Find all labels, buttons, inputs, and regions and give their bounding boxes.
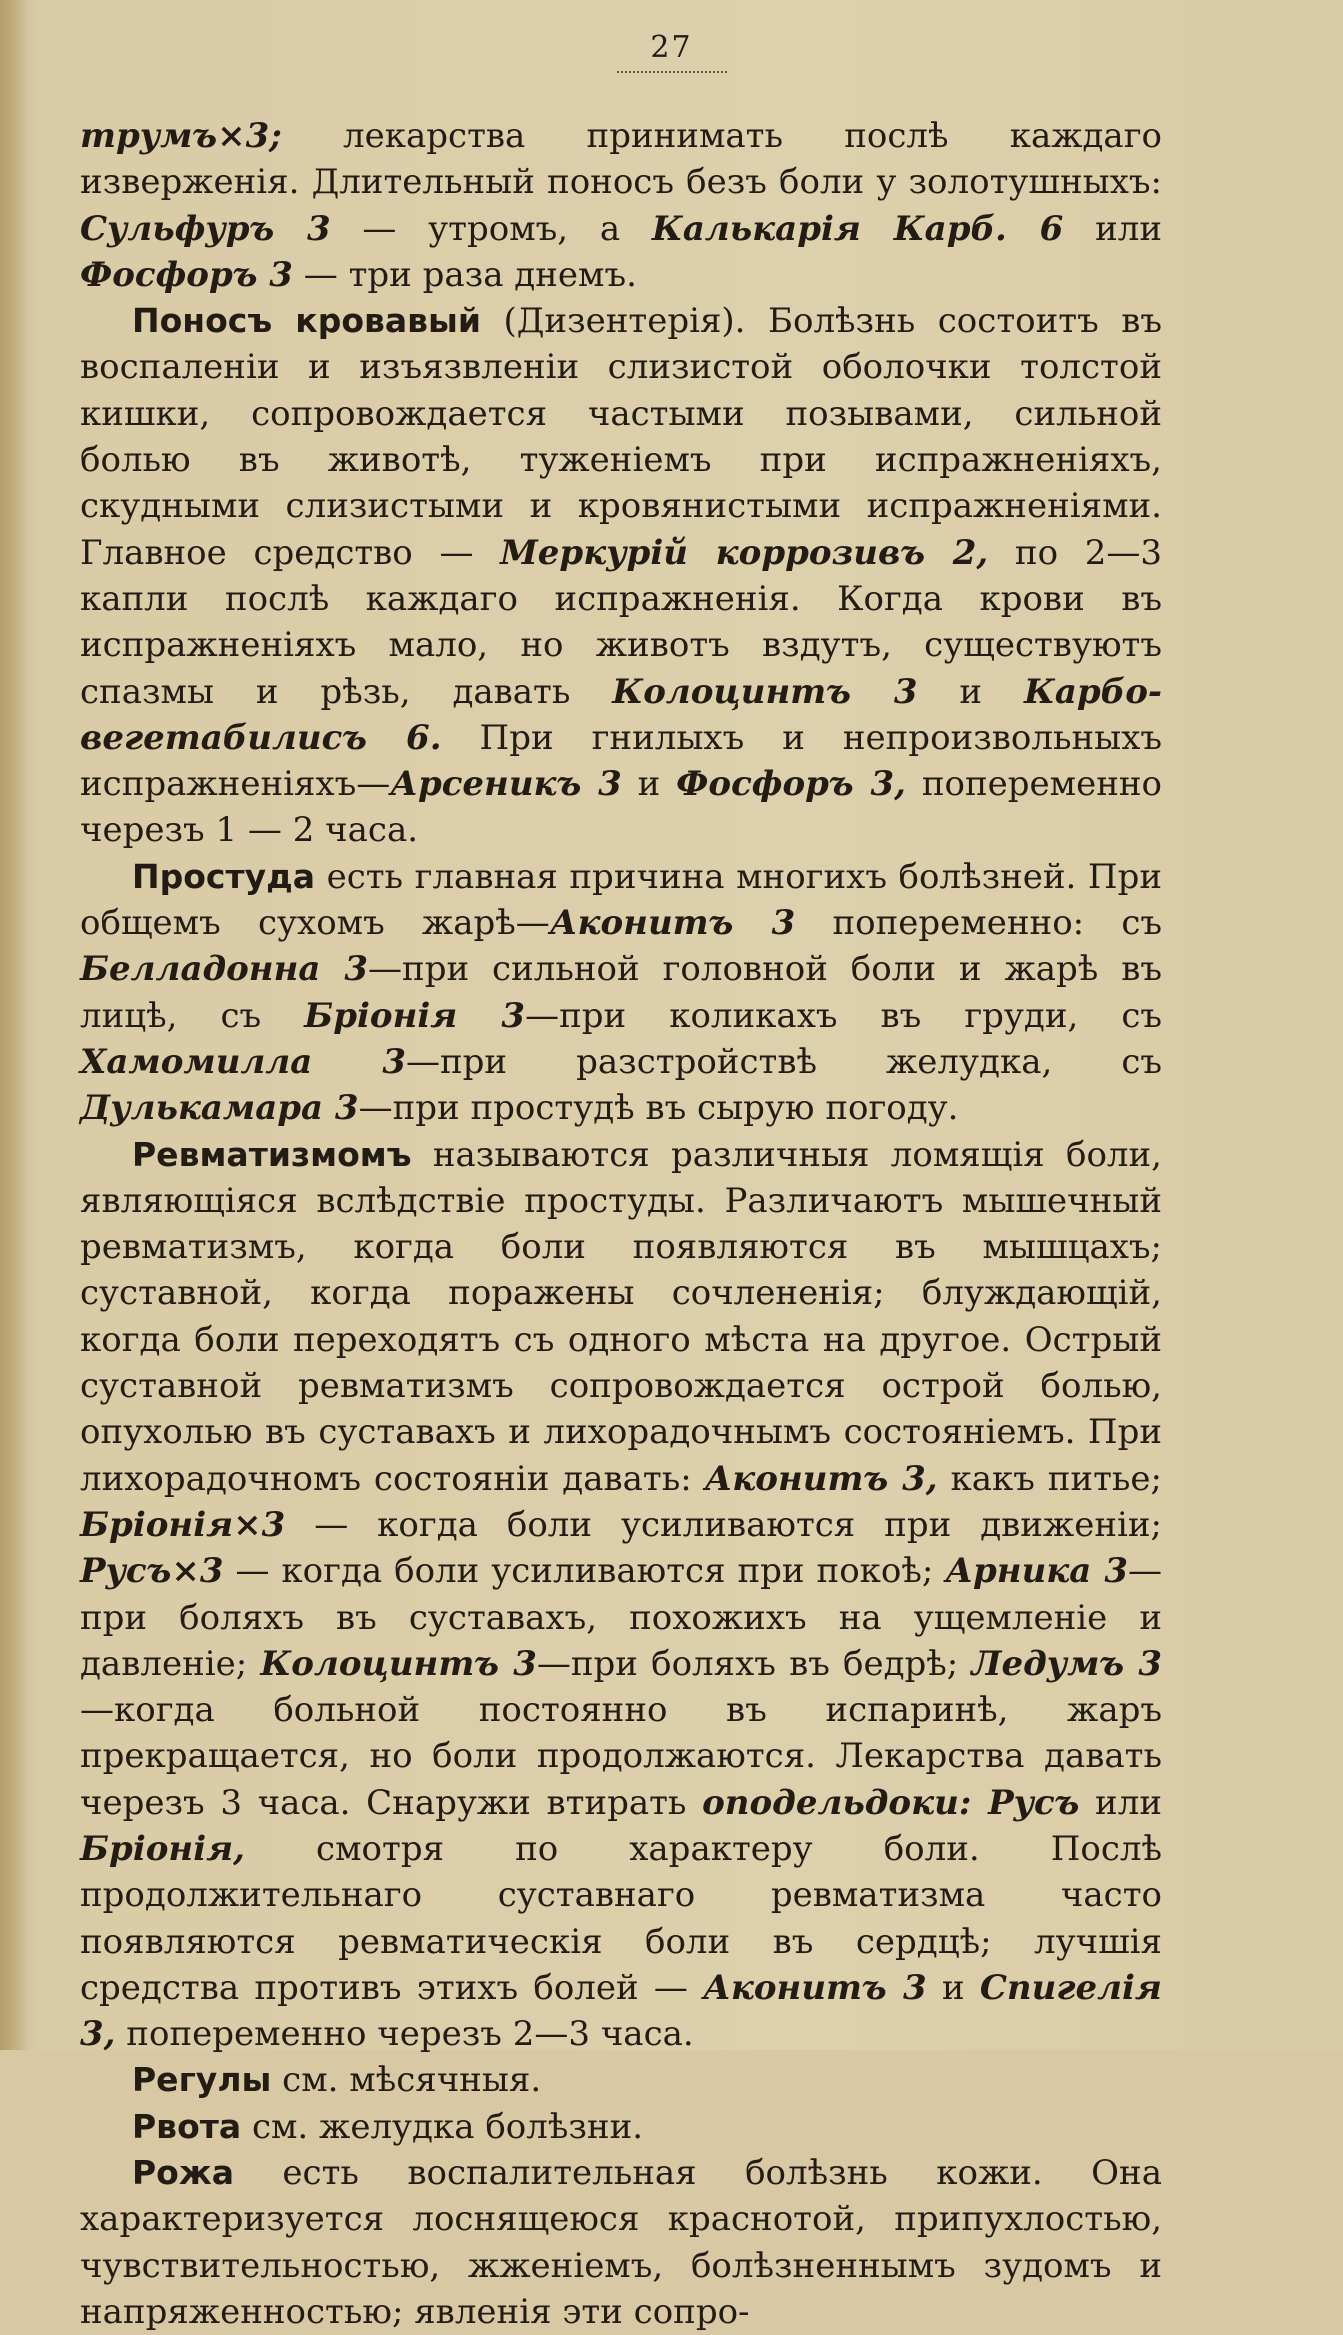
paragraph-text: см. мѣсячныя. [271,2060,542,2101]
paragraph-ponos-krovavyi [80,298,1162,854]
paragraph-rozha [80,2150,1162,2335]
remedy-name: Арника 3 [945,1551,1128,1592]
page-edge-shadow [0,0,28,2050]
paragraph-text: — утромъ, а [330,208,652,249]
paragraph-text: по 2—3 капли послѣ каждаго испражненія. Когда крови въ испражненіяхъ мало, но животъ вздутъ, существуютъ спазмы и рѣзь, давать [80,532,1163,712]
paragraph-text: попеременно черезъ 2—3 часа. [115,2014,694,2055]
remedy-name: Арсеникъ 3 [390,764,622,805]
paragraph-text: лекарства принимать послѣ каждаго изверженія. Длительный поносъ безъ боли у золотушныхъ: [80,116,1162,203]
remedy-name: оподельдоки: Русъ [702,1782,1080,1823]
paragraph-rvota [80,2104,1162,2150]
body-text [80,113,1162,2335]
paragraph-text: и [621,764,677,805]
paragraph-text: При гнилыхъ и непроизвольныхъ испражненіяхъ— [80,717,1162,805]
remedy-name: трумъ×3; [80,116,282,156]
remedy-name: Русъ×3 [80,1551,224,1592]
remedy-name: Колоцинтъ 3 [260,1643,537,1684]
paragraph-reguly [80,2057,1162,2103]
paragraph-text: смотря по характеру боли. Послѣ продолжительнаго суставнаго ревматизма часто появляются ревматическія боли въ сердцѣ; лучшія средства противъ этихъ болей — [80,1828,1162,2008]
remedy-name: Калькарія Карб. 6 [651,208,1064,249]
paragraph-text: —при боляхъ въ суставахъ, похожихъ на ущемленіе и давленіе; [80,1551,1162,1684]
paragraph-text: и [926,1967,980,2008]
paragraph-text: — когда боли усиливаются при движеніи; [285,1504,1162,1545]
paragraph-text: какъ питье; [937,1458,1162,1499]
paragraph-text: —при боляхъ въ бедрѣ; [536,1643,972,1684]
remedy-name: Аконитъ 3 [549,903,796,944]
paragraph-text: —когда больной постоянно въ испаринѣ, жаръ прекращается, но боли продолжаются. Лекарства давать черезъ 3 часа. Снаружи втирать [80,1690,1162,1823]
paragraph-revmatizmom [80,1132,1162,2058]
remedy-name: Аконитъ 3, [704,1458,938,1499]
paragraph-text: есть воспалительная болѣзнь кожи. Она характеризуется лоснящеюся краснотой, припухлостью, чувствительностью, жженіемъ, болѣзненнымъ зудомъ и напряженностью; явленія эти сопро- [80,2153,1162,2332]
paragraph-text: —при простудѣ въ сырую погоду. [358,1088,959,1129]
page-number: 27 [650,30,693,65]
remedy-name: Фосфоръ 3 [80,254,293,295]
paragraph-text: см. желудка болѣзни. [241,2106,644,2147]
paragraph-prostuda [80,854,1162,1132]
remedy-name: Бріонія 3 [304,995,526,1036]
remedy-name: Меркурій коррозивъ 2, [500,532,989,573]
paragraph-text: —при разстройствѣ желудка, съ [406,1041,1162,1082]
entry-term: Ревматизмомъ [132,1134,412,1174]
paragraph-text: или [1063,208,1162,249]
paragraph-text: —при коликахъ въ груди, съ [525,995,1163,1036]
remedy-name: Хамомилла 3 [80,1041,406,1082]
paragraph-text: попеременно: съ [795,903,1163,944]
remedy-name: Аконитъ 3 [703,1967,927,2008]
remedy-name: Сульфуръ 3 [80,208,331,249]
paragraph-text: и [917,671,1024,712]
remedy-name: Карбо-вегетабилисъ 6. [80,671,1163,758]
paragraph-text: (Дизентерія). Болѣзнь состоитъ въ воспаленіи и изъязвленіи слизистой оболочки толстой кишки, сопровождается частыми позывами, сильной болью въ животѣ, туженіемъ при испражненіяхъ, скудными слизистыми и кровянистыми испражненіями. Главное средство — [80,301,1162,573]
entry-term: Рвота [132,2106,242,2146]
header-rule [617,71,727,73]
paragraph-text: попеременно черезъ 1 — 2 часа. [80,764,1162,851]
remedy-name: Ледумъ 3 [971,1643,1162,1684]
remedy-name: Фосфоръ 3, [676,764,906,805]
remedy-name: Бріонія×3 [80,1504,286,1545]
paragraph-text: или [1079,1782,1162,1823]
page-header [0,30,1343,73]
entry-term: Рожа [132,2153,234,2193]
paragraph-text: есть главная причина многихъ болѣзней. При общемъ сухомъ жарѣ— [80,856,1162,944]
entry-term: Простуда [132,856,316,896]
paragraph-text: — три раза днемъ. [292,254,637,295]
paragraph-continuation [80,113,1162,298]
paragraph-text: —при сильной головной боли и жарѣ въ лицѣ, съ [80,949,1162,1036]
remedy-name: Спигелія 3, [80,1967,1162,2055]
paragraph-text: называются различныя ломящія боли, являющіяся вслѣдствіе простуды. Различаютъ мышечный ревматизмъ, когда боли появляются въ мышцахъ; суставной, когда поражены сочлененія; блуждающій, когда боли переходятъ съ одного мѣста на другое. Острый суставной ревматизмъ сопровождается острой болью, опухолью въ суставахъ и лихорадочнымъ состояніемъ. При лихорадочномъ состояніи давать: [80,1134,1162,1499]
paragraph-text: — когда боли усиливаются при покоѣ; [223,1551,946,1592]
entry-term: Поносъ кровавый [132,301,481,341]
entry-term: Регулы [132,2060,272,2100]
remedy-name: Бріонія, [80,1828,246,1869]
remedy-name: Белладонна 3 [80,949,369,990]
remedy-name: Дулькамара 3 [80,1088,359,1129]
remedy-name: Колоцинтъ 3 [612,671,918,712]
